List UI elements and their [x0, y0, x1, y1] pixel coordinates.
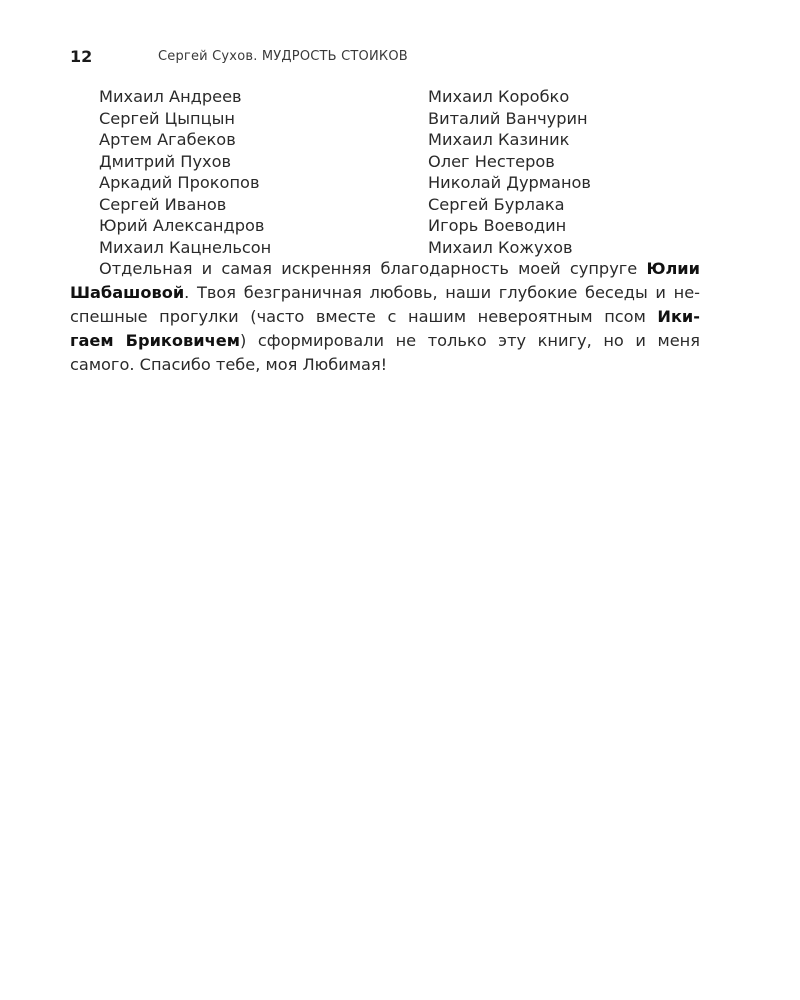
list-item: Михаил Кожухов — [428, 237, 573, 257]
paragraph-line-5 — [70, 353, 700, 377]
list-item: Сергей Бурлака — [428, 194, 565, 214]
paragraph-text: спешные прогулки (часто вместе с нашим невероятным псом — [70, 307, 658, 326]
paragraph-bold-name: гаем Бриковичем — [70, 331, 240, 350]
page-header — [70, 45, 700, 67]
list-item: Игорь Воеводин — [428, 216, 567, 235]
paragraph-bold-name: Юлии — [646, 259, 700, 278]
paragraph-text: . Твоя безграничная любовь, наши глубокие беседы и не- — [184, 283, 700, 302]
list-item: Сергей Иванов — [99, 194, 227, 214]
list-item: Юрий Александров — [99, 216, 265, 235]
paragraph-line-4 — [70, 329, 700, 353]
paragraph-line-3 — [70, 305, 700, 329]
list-item: Михаил Кацнельсон — [99, 237, 272, 257]
page-number: 12 — [70, 46, 93, 66]
names-column-left — [99, 86, 428, 258]
list-item: Аркадий Прокопов — [99, 173, 260, 192]
running-head: Сергей Сухов. МУДРОСТЬ СТОИКОВ — [158, 48, 408, 64]
paragraph-bold-name: Ики- — [657, 307, 700, 326]
list-item: Сергей Цыпцын — [99, 108, 235, 128]
list-item: Михаил Коробко — [428, 87, 570, 106]
acknowledgement-names — [99, 86, 700, 258]
paragraph-line-1 — [70, 257, 700, 281]
paragraph-text: самого. Спасибо тебе, моя Любимая! — [70, 355, 388, 374]
list-item: Олег Нестеров — [428, 151, 555, 171]
paragraph-line-2 — [70, 281, 700, 305]
list-item: Николай Дурманов — [428, 173, 591, 192]
paragraph-text: ) сформировали не только эту книгу, но и меня — [239, 331, 700, 350]
list-item: Виталий Ванчурин — [428, 108, 588, 128]
names-column-right — [428, 86, 700, 258]
gratitude-paragraph — [70, 257, 700, 377]
list-item: Дмитрий Пухов — [99, 151, 232, 171]
paragraph-bold-name: Шабашовой — [70, 283, 185, 302]
list-item: Михаил Андреев — [99, 87, 242, 106]
paragraph-text: Отдельная и самая искренняя благодарность моей супруге — [99, 259, 647, 278]
list-item: Артем Агабеков — [99, 130, 236, 149]
list-item: Михаил Казиник — [428, 130, 570, 149]
